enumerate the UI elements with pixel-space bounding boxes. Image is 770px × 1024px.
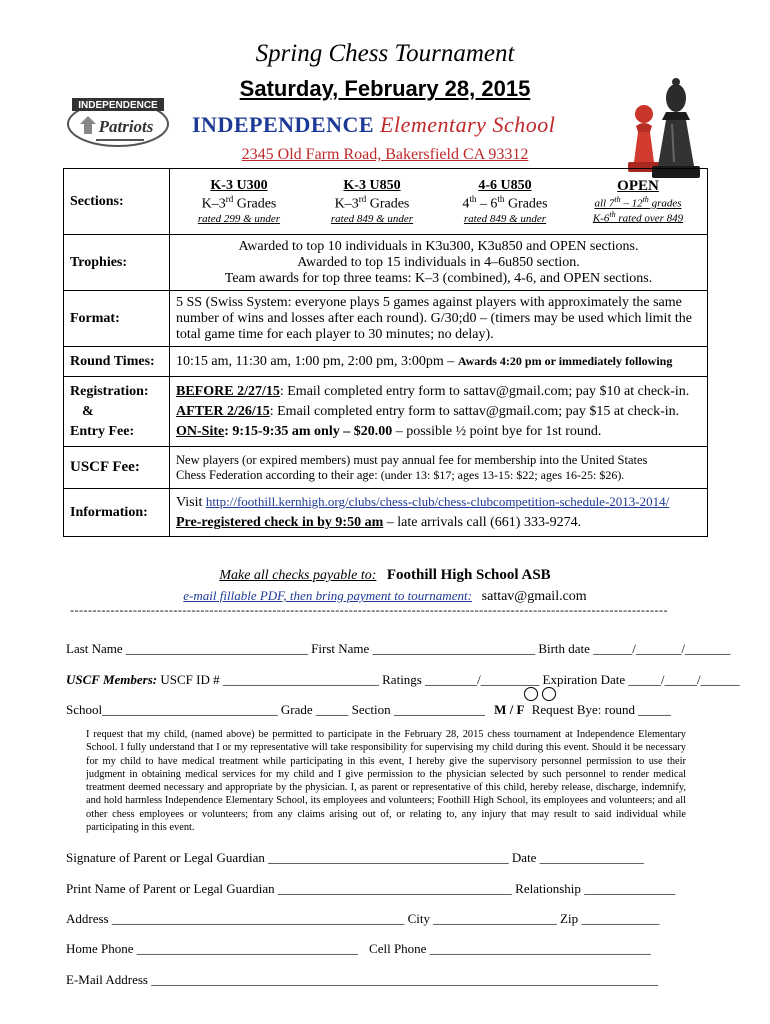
format-label: Format:: [64, 291, 170, 347]
round-times: 10:15 am, 11:30 am, 1:00 pm, 2:00 pm, 3:00pm –: [176, 353, 455, 369]
cell-phone-field[interactable]: __________________________________: [429, 941, 651, 956]
date-label: Date: [511, 850, 537, 865]
contact-email: sattav@gmail.com: [481, 589, 587, 604]
print-name-label: Print Name of Parent or Legal Guardian: [66, 881, 275, 896]
name-row: [66, 641, 731, 657]
cell-phone-label: Cell Phone: [369, 941, 427, 956]
expiration-field[interactable]: _____/_____/______: [628, 672, 740, 687]
reg-after-label: AFTER 2/26/15: [176, 403, 270, 419]
print-name-row: [66, 881, 706, 897]
round-times-label: Round Times:: [64, 347, 170, 377]
awards-time: Awards 4:20 pm or immediately following: [457, 353, 673, 368]
ratings-field[interactable]: ________/_________: [425, 672, 540, 687]
format-text: 5 SS (Swiss System: everyone plays 5 games against players with approximately the same number of wins and losses after each round). G/30;d0 – (timers may be used which limit the total game time for each player to 30 minutes; no delay).: [170, 291, 708, 347]
section-field[interactable]: ______________: [393, 702, 485, 717]
school-name: [192, 112, 555, 138]
uscf-id-label: USCF ID #: [157, 672, 220, 687]
section-grades: K–3rd Grades: [201, 194, 277, 212]
reg-before: [176, 382, 701, 402]
signature-label: Signature of Parent or Legal Guardian: [66, 850, 265, 865]
section-head: K-3 U850: [343, 178, 401, 194]
info-visit: [176, 492, 701, 513]
section-46-u850: [442, 178, 568, 225]
email-row: [66, 972, 706, 988]
information-row: [64, 489, 708, 537]
signature-field[interactable]: _____________________________________: [268, 850, 509, 865]
reg-after-text: : Email completed entry form to sattav@gmail.com; pay $15 at check-in.: [269, 403, 680, 419]
signature-row: [66, 850, 706, 866]
section-grades: 4th – 6th Grades: [462, 194, 548, 212]
birth-date-label: Birth date: [538, 641, 590, 656]
section-head: 4-6 U850: [478, 178, 532, 194]
ratings-label: Ratings: [382, 672, 422, 687]
reg-onsite-text: – possible ½ point bye for 1st round.: [392, 423, 602, 439]
uscf-fee-line-1: New players (or expired members) must pay annual fee for membership into the United States: [176, 452, 648, 467]
phone-row: [66, 941, 706, 957]
registration-row: [64, 377, 708, 447]
patriots-logo: [66, 94, 170, 150]
relationship-field[interactable]: ______________: [584, 881, 676, 896]
section-head: OPEN: [617, 178, 659, 195]
trophy-line: Team awards for top three teams: K–3 (combined), 4-6, and OPEN sections.: [224, 270, 653, 286]
trophy-line: Awarded to top 15 individuals in 4–6u850 section.: [297, 254, 580, 270]
info-late: – late arrivals call (661) 333-9274.: [383, 515, 582, 530]
checks-payable: [0, 567, 770, 584]
male-radio[interactable]: [524, 687, 538, 701]
section-rating: rated 849 & under: [330, 212, 414, 225]
section-grades: K–3rd Grades: [334, 194, 410, 212]
address-label: Address: [66, 911, 109, 926]
entry-fee-label: Entry Fee:: [70, 423, 135, 439]
trophy-line: Awarded to top 10 individuals in K3u300, K3u850 and OPEN sections.: [238, 238, 639, 254]
email-address-field[interactable]: ______________________________________________________________________________: [151, 972, 659, 987]
uscf-row: [66, 672, 740, 688]
section-rating: rated 299 & under: [197, 212, 281, 225]
female-radio[interactable]: [542, 687, 556, 701]
checks-label: Make all checks payable to:: [219, 568, 377, 583]
trophies-label: Trophies:: [64, 235, 170, 291]
info-visit-text: Visit: [176, 495, 206, 510]
home-phone-label: Home Phone: [66, 941, 134, 956]
reg-after: [176, 402, 701, 422]
round-times-row: [64, 347, 708, 377]
section-head: K-3 U300: [210, 178, 268, 194]
first-name-label: First Name: [311, 641, 370, 656]
school-label: School: [66, 702, 103, 717]
uscf-members-label: USCF Members:: [66, 672, 158, 687]
sections-label: Sections:: [64, 169, 170, 235]
info-prereg: Pre-registered check in by 9:50 am: [176, 515, 384, 530]
tournament-info-table: [63, 168, 708, 537]
format-row: [64, 291, 708, 347]
city-field[interactable]: ___________________: [433, 911, 557, 926]
home-phone-field[interactable]: __________________________________: [136, 941, 358, 956]
address-field[interactable]: _____________________________________________: [111, 911, 405, 926]
city-label: City: [407, 911, 431, 926]
reg-onsite: [176, 422, 701, 442]
svg-text:Patriots: Patriots: [98, 117, 154, 136]
section-grades: all 7th – 12th grades: [594, 195, 682, 210]
school-row: [66, 702, 706, 718]
information-label: Information:: [64, 489, 170, 537]
sections-row: [64, 169, 708, 235]
last-name-field[interactable]: ____________________________: [125, 641, 308, 656]
page-title: Spring Chess Tournament: [255, 40, 515, 67]
section-k3-u850: [309, 178, 435, 225]
birth-date-field[interactable]: ______/_______/_______: [593, 641, 731, 656]
uscf-fee-label: USCF Fee:: [64, 447, 170, 489]
zip-field[interactable]: ____________: [581, 911, 660, 926]
uscf-fee-line-2: [176, 468, 701, 483]
event-date: Saturday, February 28, 2015: [239, 76, 531, 101]
checks-to: Foothill High School ASB: [386, 567, 551, 583]
registration-label: Registration:: [70, 383, 149, 399]
print-name-field[interactable]: ____________________________________: [277, 881, 512, 896]
reg-onsite-label: ON-Site: [176, 423, 225, 439]
registration-amp: &: [82, 403, 94, 419]
school-field[interactable]: ___________________________: [102, 702, 278, 717]
school-address: 2345 Old Farm Road, Bakersfield CA 93312: [241, 146, 529, 163]
reg-before-label: BEFORE 2/27/15: [176, 383, 280, 399]
chess-club-link[interactable]: http://foothill.kernhigh.org/clubs/chess-club/chess-clubcompetition-schedule-2013-2014/: [205, 494, 670, 509]
reg-before-text: : Email completed entry form to sattav@gmail.com; pay $10 at check-in.: [279, 383, 690, 399]
expiration-label: Expiration Date: [542, 672, 626, 687]
trophies-row: [64, 235, 708, 291]
email-address-label: E-Mail Address: [66, 972, 148, 987]
gender-label: M / F: [494, 702, 525, 717]
section-open: [575, 178, 701, 225]
last-name-label: Last Name: [66, 641, 123, 656]
section-rating: rated 849 & under: [463, 212, 547, 225]
first-name-field[interactable]: _________________________: [372, 641, 536, 656]
section-rating: K-6th rated over 849: [592, 209, 684, 225]
bye-label: Request Bye: round: [531, 702, 635, 717]
uscf-fee-ages: (under 13: $17; ages 13-15: $22; ages 16-25: $26).: [377, 467, 625, 482]
section-label: Section: [351, 702, 391, 717]
zip-label: Zip: [560, 911, 579, 926]
uscf-id-field[interactable]: ________________________: [222, 672, 379, 687]
svg-text:INDEPENDENCE: INDEPENDENCE: [78, 100, 158, 111]
uscf-fee-row: [64, 447, 708, 489]
address-row: [66, 911, 706, 927]
consent-text: I request that my child, (named above) be permitted to participate in the February 28, 2015 chess tournament at Independence Elementary School. I fully understand that I or my representative will take responsibility for supervising my child during this event. Should it be necessary for my child to have medical treatment while participating in this event, I hereby give the supervisory personnel permission to use their judgment in obtaining medical services for my child and I give permission to the physician selected by such personnel to render medical treatment deemed necessary and appropriate by the physician. I, as parent or representative of this child, hereby release, discharge, indemnify, and hold harmless Independence Elementary School, its employees and volunteers; Foothill High School, its employees and volunteers; and all other chess employees or volunteers; from any claims arising out of, or relating to, any injury that may result to said individual while participating in this event.: [86, 729, 686, 834]
uscf-fee-text: Chess Federation according to their age:: [176, 467, 378, 482]
section-k3-u300: [176, 178, 302, 225]
info-checkin: [176, 513, 701, 533]
reg-onsite-time: : 9:15-9:35 am only – $20.00: [224, 423, 393, 439]
pdf-note: e-mail fillable PDF, then bring payment to tournament:: [183, 588, 472, 603]
relationship-label: Relationship: [515, 881, 581, 896]
grade-label: Grade: [280, 702, 313, 717]
bye-field[interactable]: _____: [638, 702, 671, 717]
grade-field[interactable]: _____: [315, 702, 349, 717]
school-name-main: INDEPENDENCE: [192, 112, 375, 137]
school-name-sub: Elementary School: [380, 112, 556, 137]
cut-line: -------------------------------------------------------------------------------------------------------------------------------------: [70, 603, 668, 617]
date-field[interactable]: ________________: [539, 850, 644, 865]
